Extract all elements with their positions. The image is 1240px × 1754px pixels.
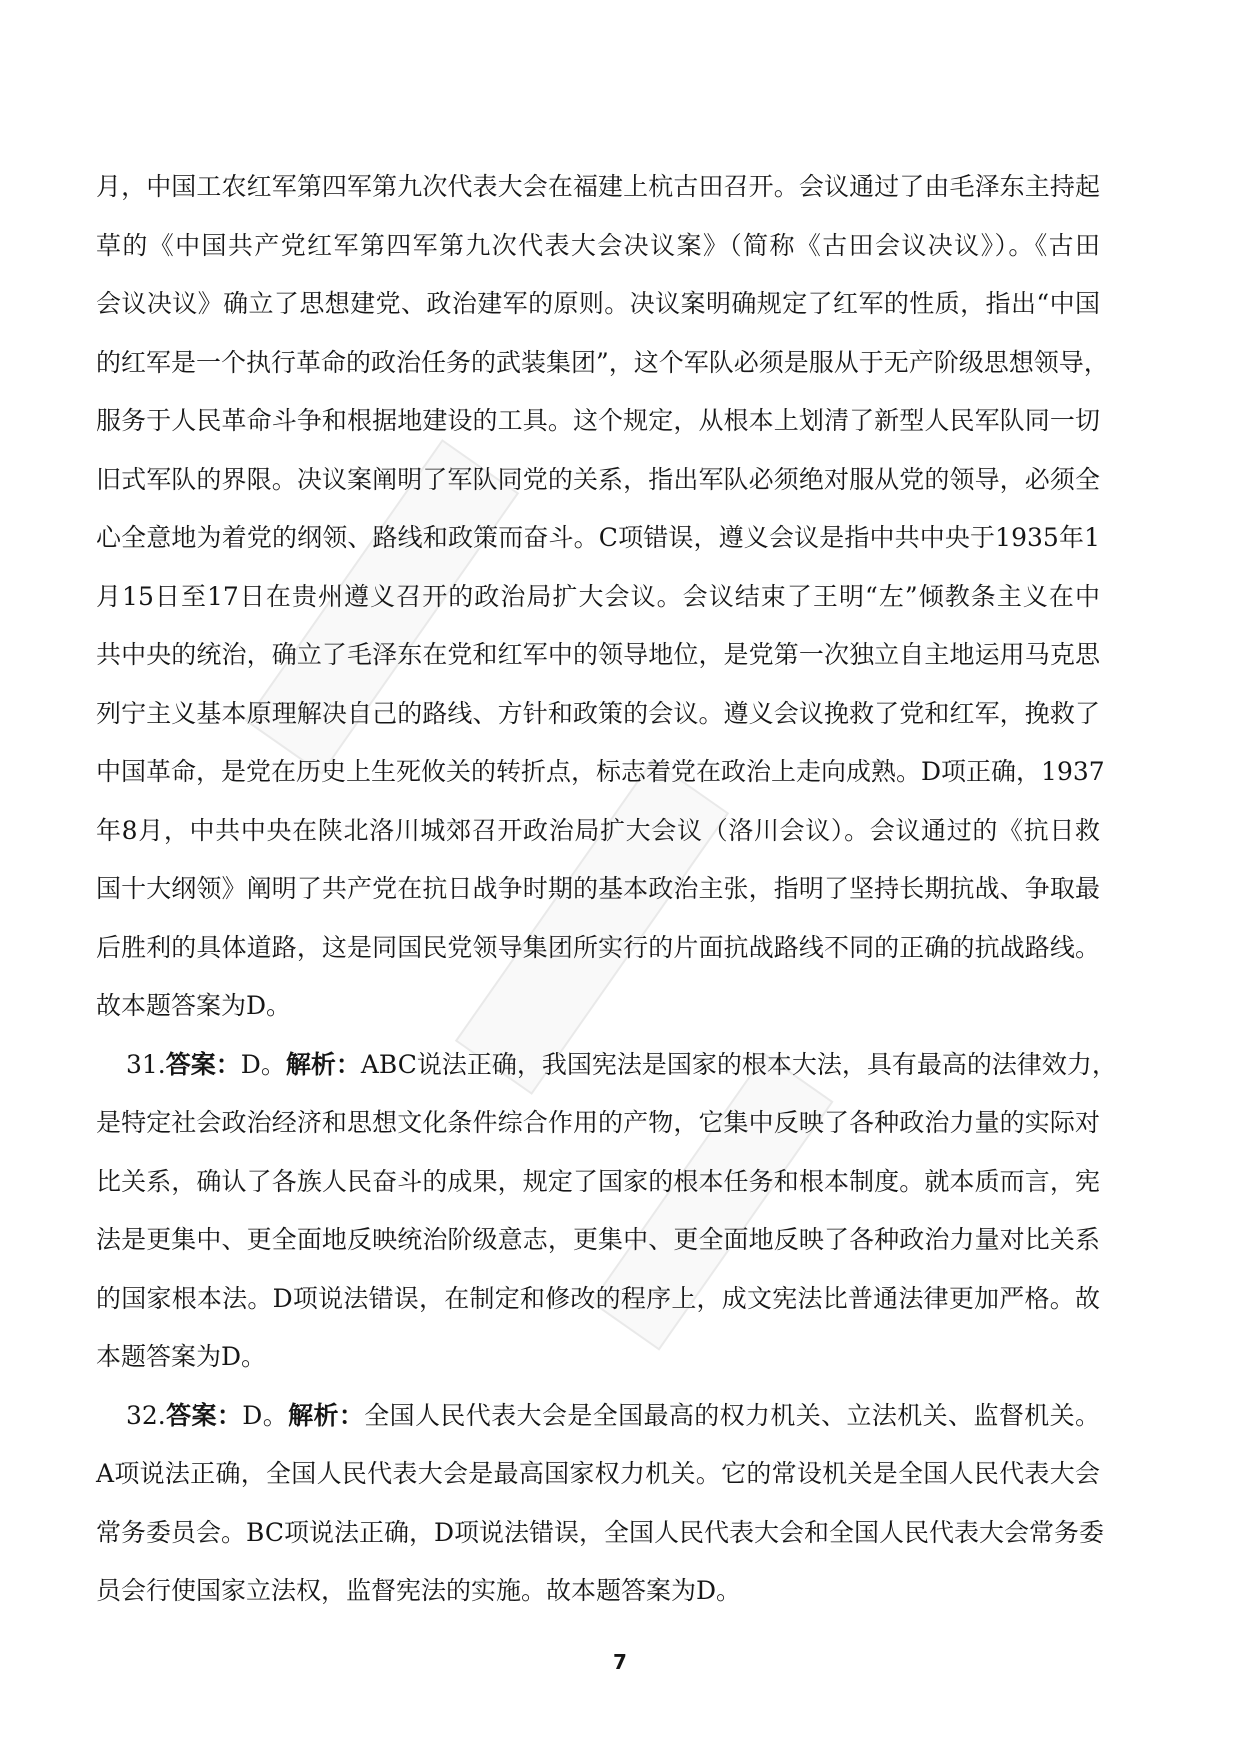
text-line: 旧式军队的界限。决议案阐明了军队同党的关系，指出军队必须绝对服从党的领导，必须全 — [96, 465, 1100, 494]
analysis-label: 解析： — [288, 1401, 365, 1430]
text-line: 的国家根本法。D项说法错误，在制定和修改的程序上，成文宪法比普通法律更加严格。故 — [96, 1284, 1100, 1313]
text-line: 是特定社会政治经济和思想文化条件综合作用的产物，它集中反映了各种政治力量的实际对 — [96, 1108, 1100, 1137]
text-line: 列宁主义基本原理解决自己的路线、方针和政策的会议。遵义会议挽救了党和红军，挽救了 — [96, 699, 1100, 728]
text-line: 服务于人民革命斗争和根据地建设的工具。这个规定，从根本上划清了新型人民军队同一切 — [96, 406, 1100, 435]
text-line: 月，中国工农红军第四军第九次代表大会在福建上杭古田召开。会议通过了由毛泽东主持起 — [96, 172, 1100, 201]
text-line: 员会行使国家立法权，监督宪法的实施。故本题答案为D。 — [96, 1576, 742, 1605]
text-line: 会议决议》确立了思想建党、政治建军的原则。决议案明确规定了红军的性质，指出“中国 — [96, 289, 1100, 318]
analysis-text: ABC说法正确，我国宪法是国家的根本大法，具有最高的法律效力， — [360, 1050, 1117, 1079]
text-line: 草的《中国共产党红军第四军第九次代表大会决议案》（简称《古田会议决议》）。《古田 — [96, 231, 1100, 260]
page-number: 7 — [613, 1650, 627, 1674]
answer: D。 — [242, 1401, 289, 1430]
text-line: 年8月，中共中央在陕北洛川城郊召开政治局扩大会议（洛川会议）。会议通过的《抗日救 — [96, 816, 1100, 845]
text-line: 国十大纲领》阐明了共产党在抗日战争时期的基本政治主张，指明了坚持长期抗战、争取最 — [96, 874, 1100, 903]
text-line: 共中央的统治，确立了毛泽东在党和红军中的领导地位，是党第一次独立自主地运用马克思 — [96, 640, 1100, 669]
answer-label: 答案： — [165, 1050, 241, 1079]
text-line: 故本题答案为D。 — [96, 991, 292, 1020]
watermark — [455, 759, 729, 1095]
text-line: 本题答案为D。 — [96, 1342, 267, 1371]
question-number: 32. — [126, 1401, 166, 1430]
text-line: 比关系，确认了各族人民奋斗的成果，规定了国家的根本任务和根本制度。就本质而言，宪 — [96, 1167, 1100, 1196]
analysis-label: 解析： — [285, 1050, 361, 1079]
answer: D。 — [240, 1050, 286, 1079]
text-line: 中国革命，是党在历史上生死攸关的转折点，标志着党在政治上走向成熟。D项正确，1937 — [96, 757, 1105, 786]
text-line: 月15日至17日在贵州遵义召开的政治局扩大会议。会议结束了王明“左”倾教条主义在中 — [96, 582, 1100, 611]
text-line: 心全意地为着党的纲领、路线和政策而奋斗。C项错误，遵义会议是指中共中央于1935年1 — [96, 523, 1100, 552]
question-number: 31. — [126, 1050, 166, 1079]
text-line: 后胜利的具体道路，这是同国民党领导集团所实行的片面抗战路线不同的正确的抗战路线。 — [96, 933, 1100, 962]
answer-label: 答案： — [165, 1401, 243, 1430]
analysis-text: 全国人民代表大会是全国最高的权力机关、立法机关、监督机关。 — [364, 1401, 1100, 1430]
q32-first-line — [126, 1399, 1100, 1433]
text-line: 法是更集中、更全面地反映统治阶级意志，更集中、更全面地反映了各种政治力量对比关系 — [96, 1225, 1100, 1254]
text-line: A项说法正确，全国人民代表大会是最高国家权力机关。它的常设机关是全国人民代表大会 — [96, 1459, 1100, 1488]
text-line: 的红军是一个执行革命的政治任务的武装集团”，这个军队必须是服从于无产阶级思想领导， — [96, 348, 1109, 377]
text-line: 常务委员会。BC项说法正确，D项说法错误，全国人民代表大会和全国人民代表大会常务委 — [96, 1518, 1105, 1547]
q31-first-line — [126, 1048, 1117, 1082]
